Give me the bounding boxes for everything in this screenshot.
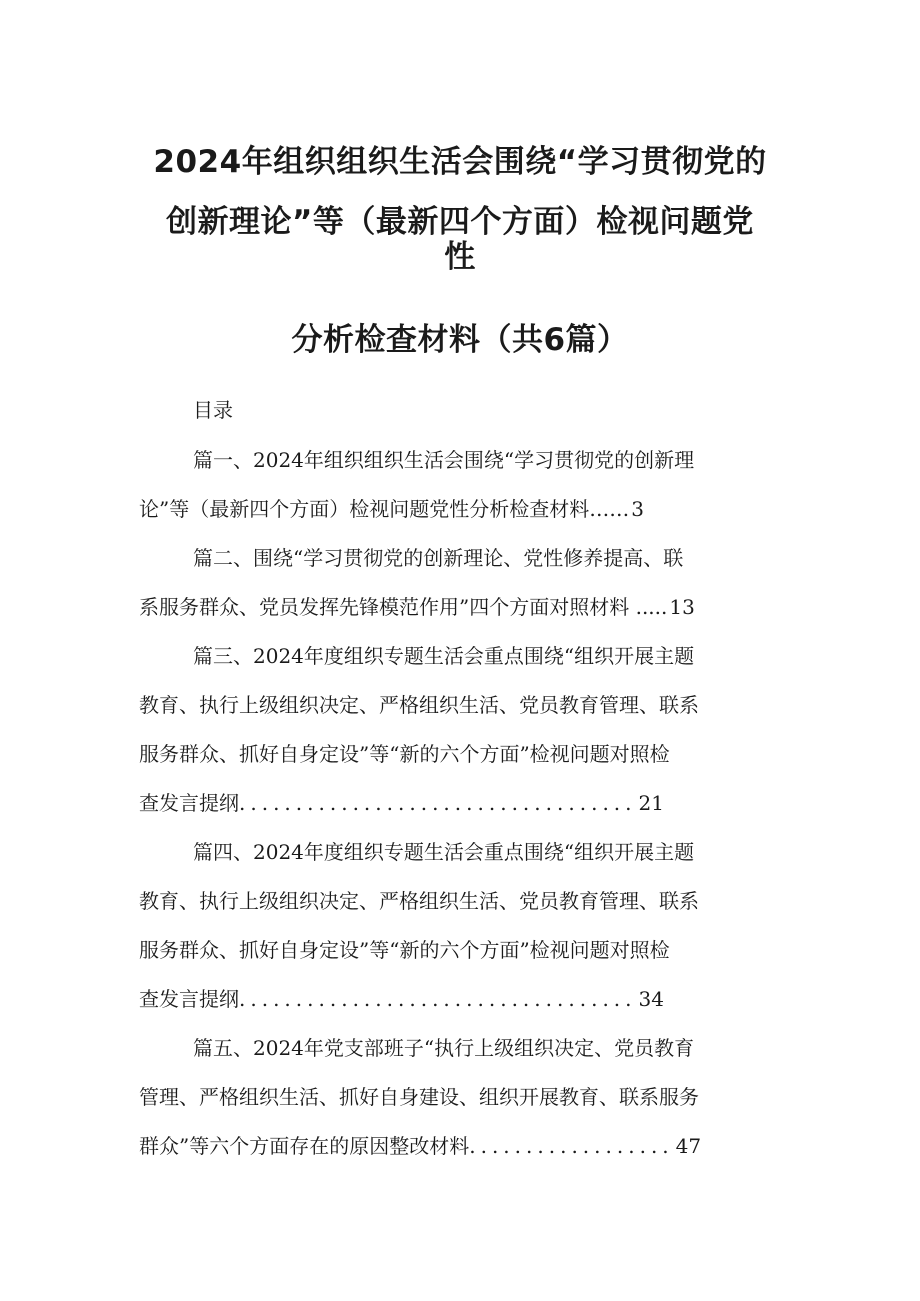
toc-page-number: 34 (638, 987, 664, 1011)
toc-entry-last-line (139, 485, 784, 534)
toc-entry-line: 篇四、2024年度组织专题生活会重点围绕“组织开展主题 (193, 840, 695, 864)
toc-page-number: 21 (638, 791, 664, 815)
toc-entry-4[interactable] (139, 828, 784, 1024)
toc-entry-last-line (139, 1122, 784, 1171)
toc-entry-line: 群众”等六个方面存在的原因整改材料 (139, 1134, 470, 1158)
toc-entry-3[interactable] (139, 632, 784, 828)
toc-entry-line: 服务群众、抓好自身定设”等“新的六个方面”检视问题对照检 (139, 742, 670, 766)
toc-entry-last-line (139, 583, 784, 632)
toc-entry-1[interactable] (139, 436, 784, 534)
document-title-line-3: 性 (444, 239, 476, 275)
toc-heading: 目录 (193, 398, 233, 422)
toc-entry-line: 论”等（最新四个方面）检视问题党性分析检查材料 (139, 497, 590, 521)
toc-leader: ................................... (239, 987, 637, 1011)
document-title-line-2: 创新理论”等（最新四个方面）检视问题党 (166, 204, 754, 240)
document-title-line-4: 分析检查材料（共6篇） (291, 322, 629, 358)
toc-page-number: 47 (675, 1134, 702, 1158)
toc-entry-line: 教育、执行上级组织决定、严格组织生活、党员教育管理、联系 (139, 693, 699, 717)
toc-entry-line: 篇二、围绕“学习贯彻党的创新理论、党性修养提高、联 (193, 546, 684, 570)
toc-page-number: 13 (669, 595, 695, 619)
toc-leader: ..... (635, 595, 668, 619)
toc-entry-line: 管理、严格组织生活、抓好自身建设、组织开展教育、联系服务 (139, 1085, 699, 1109)
toc-leader: ................................... (239, 791, 637, 815)
toc-leader: .................. (469, 1134, 674, 1158)
toc-entry-line: 篇五、2024年党支部班子“执行上级组织决定、党员教育 (193, 1036, 695, 1060)
toc-page-number: 3 (631, 497, 644, 521)
toc-entry-line: 查发言提纲 (139, 791, 239, 815)
toc-entry-last-line (139, 779, 784, 828)
toc-entry-line: 服务群众、抓好自身定设”等“新的六个方面”检视问题对照检 (139, 938, 670, 962)
toc-entry-line: 系服务群众、党员发挥先锋模范作用”四个方面对照材料 (139, 595, 630, 619)
toc-entry-line: 篇三、2024年度组织专题生活会重点围绕“组织开展主题 (193, 644, 695, 668)
toc-entry-2[interactable] (139, 534, 784, 632)
document-title-line-1: 2024年组织组织生活会围绕“学习贯彻党的 (153, 144, 767, 180)
toc-entry-5[interactable] (139, 1024, 784, 1171)
toc-entry-line: 教育、执行上级组织决定、严格组织生活、党员教育管理、联系 (139, 889, 699, 913)
toc-entry-last-line (139, 975, 784, 1024)
toc-leader: …… (589, 497, 630, 521)
toc-entry-line: 篇一、2024年组织组织生活会围绕“学习贯彻党的创新理 (193, 448, 695, 472)
toc-entry-line: 查发言提纲 (139, 987, 239, 1011)
